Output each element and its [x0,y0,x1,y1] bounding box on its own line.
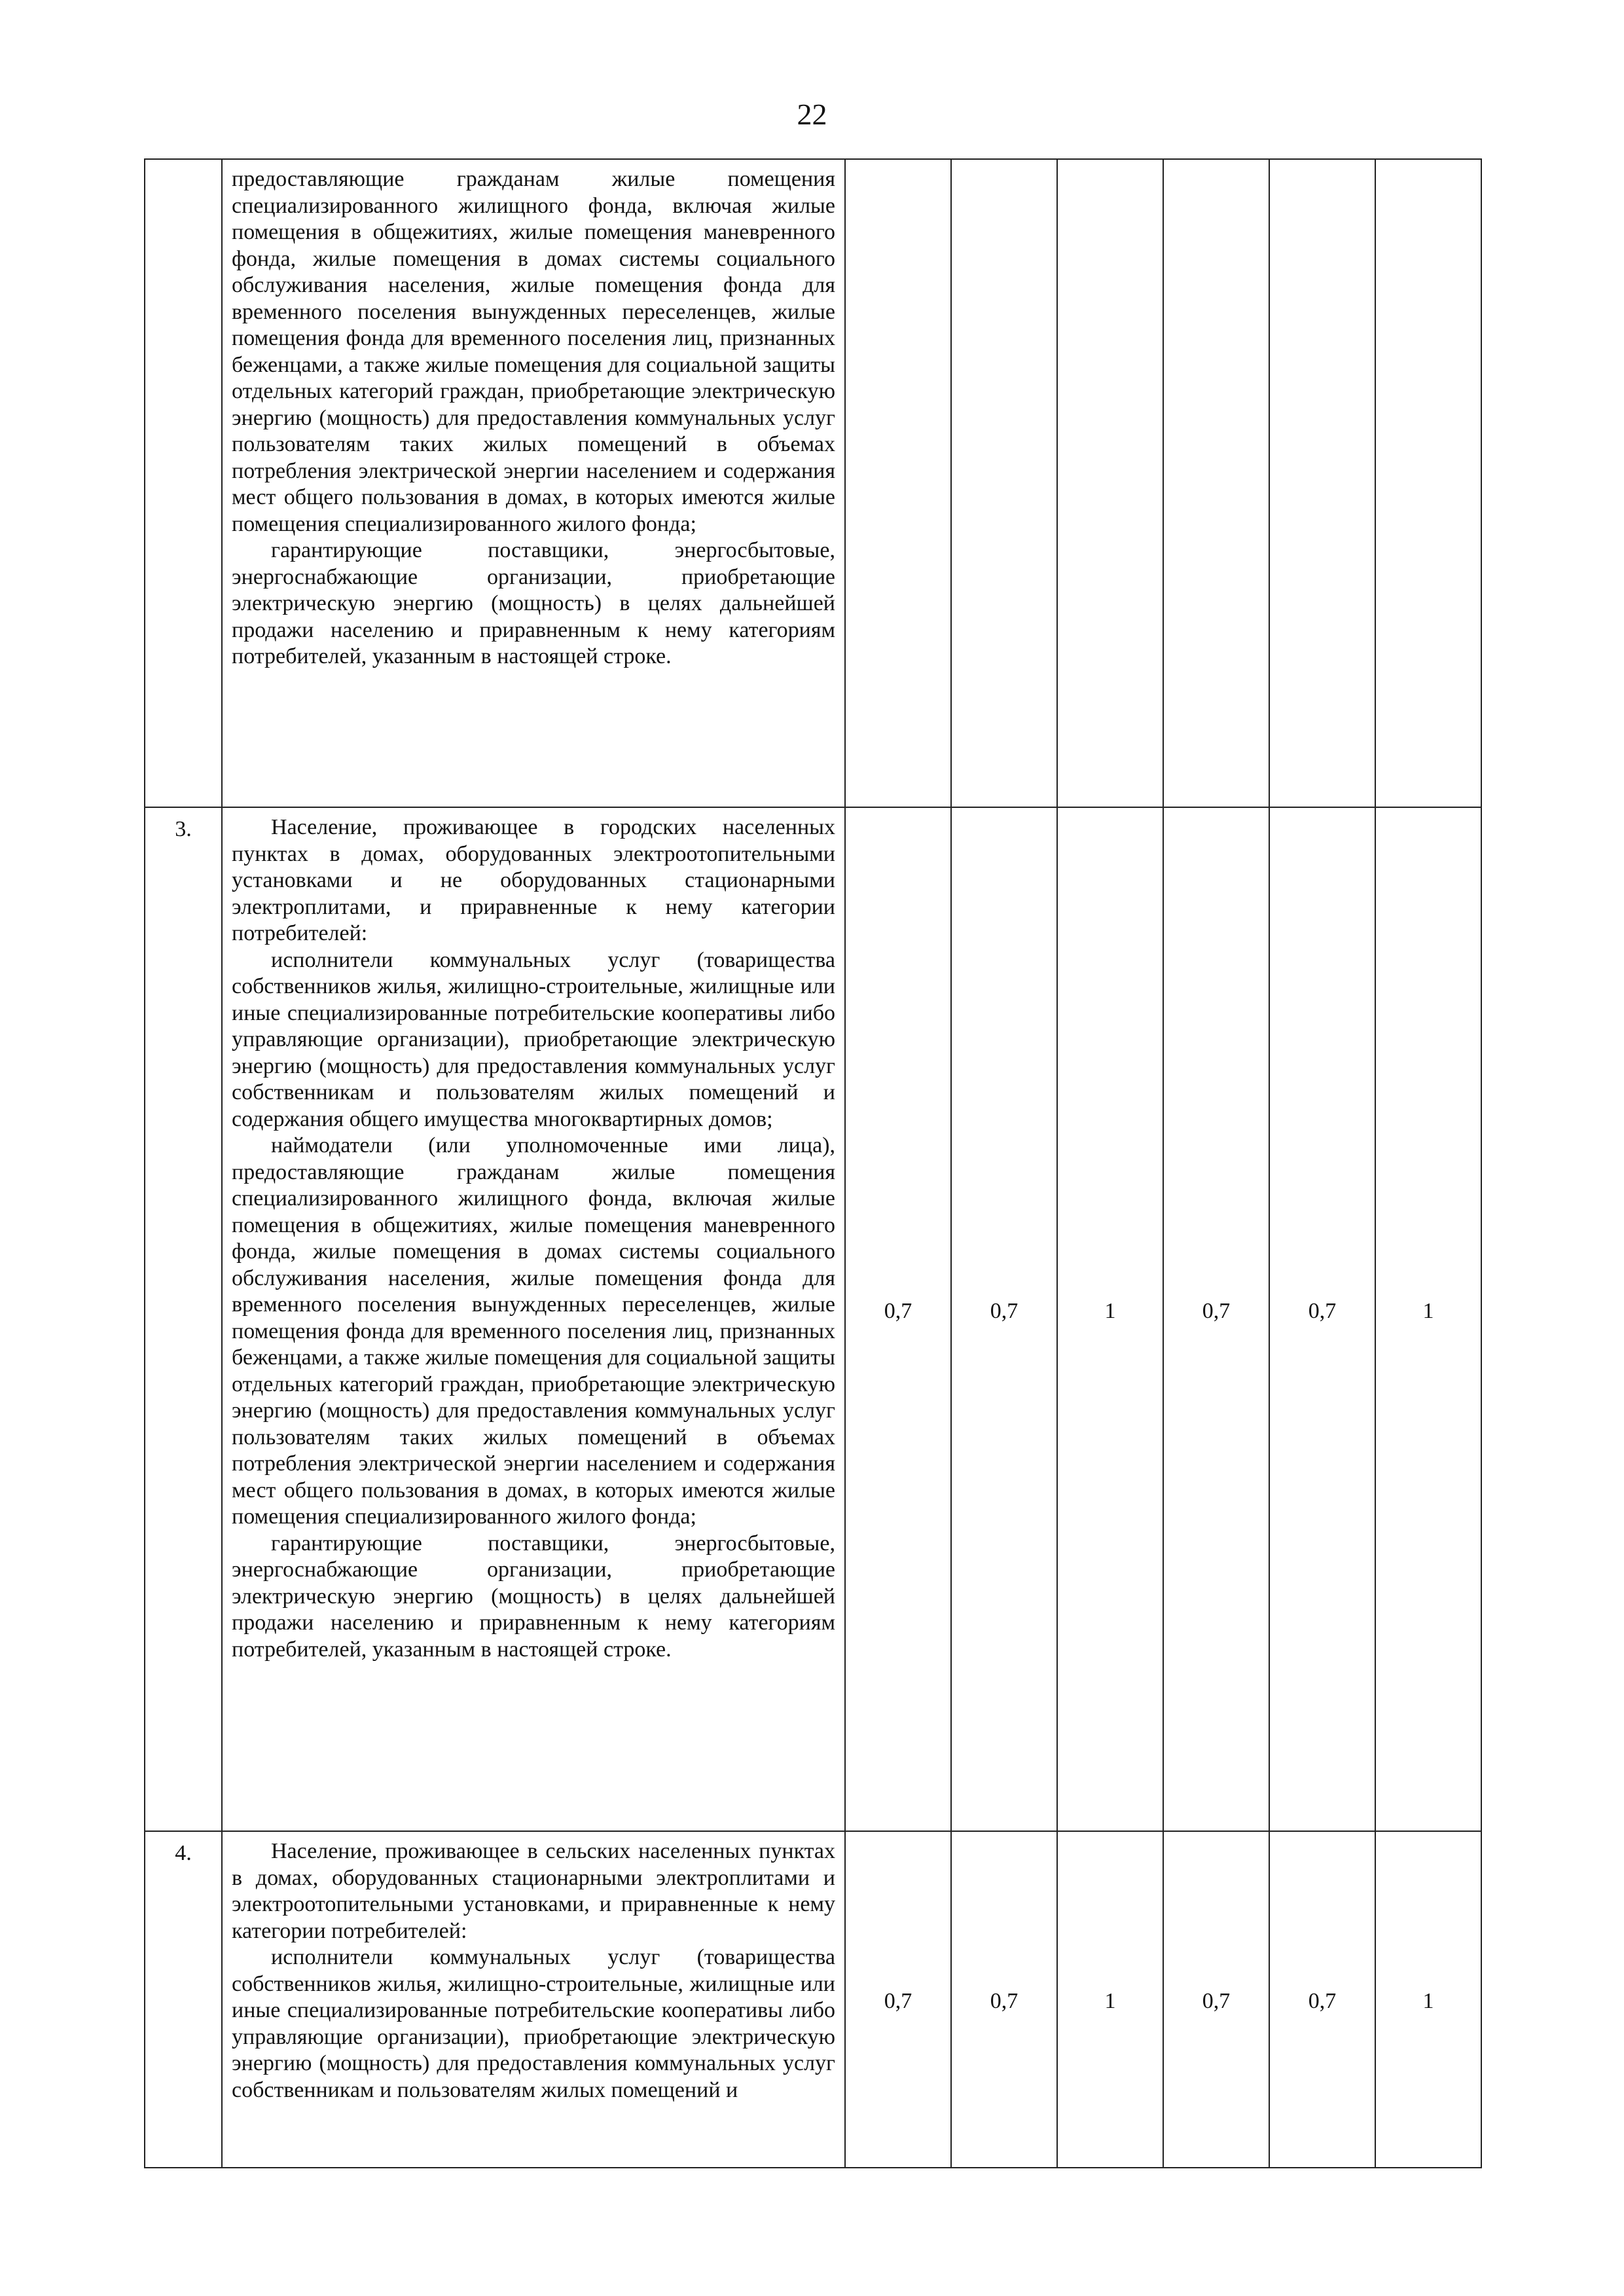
value: 0,7 [1308,1299,1337,1323]
description-paragraph: Население, проживающее в городских населенных пунктах в домах, оборудованных электроотопительными установками и не оборудованных стационарными электроплитами, и приравненные к нему категории потребителей: [232,815,835,945]
value: 0,7 [1202,1989,1231,2013]
value-cell [1163,159,1269,807]
row-number-cell [145,807,222,1831]
value: 0,7 [990,1989,1019,2013]
description-paragraph: гарантирующие поставщики, энергосбытовые, энергоснабжающие организации, приобретающие электрическую энергию (мощность) в целях дальнейшей продажи населению и приравненным к нему категориям потребителей, указанным в настоящей строке. [232,1531,835,1662]
description-paragraph: исполнители коммунальных услуг (товарищества собственников жилья, жилищно-строительные, жилищные или иные специализированные потребительские кооперативы либо управляющие организации), приобретающие электрическую энергию (мощность) для предоставления коммунальных услуг собственникам и пользователям жилых помещений и [232,1945,835,2102]
table-row [145,1831,1481,2168]
description-paragraph: исполнители коммунальных услуг (товарищества собственников жилья, жилищно-строительные, жилищные или иные специализированные потребительские кооперативы либо управляющие организации), приобретающие электрическую энергию (мощность) для предоставления коммунальных услуг собственникам и пользователям жилых помещений и содержания общего имущества многоквартирных домов; [232,947,835,1131]
row-number-cell [145,1831,222,2168]
row-number [145,160,221,169]
description-cell [222,1831,845,2168]
row-number: 3. [175,817,192,841]
value-cell [1375,1831,1481,2168]
value: 1 [1104,1989,1116,2013]
value: 0,7 [1202,1299,1231,1323]
value: 0,7 [884,1299,912,1323]
value-cell [1375,159,1481,807]
value: 0,7 [1308,1989,1337,2013]
tariff-table [144,158,1482,2168]
value-cell [1057,807,1163,1831]
row-number-cell [145,159,222,807]
value: 1 [1104,1299,1116,1323]
value-cell [845,807,951,1831]
value-cell [1375,807,1481,1831]
row-number: 4. [175,1841,192,1865]
value-cell [1057,1831,1163,2168]
value: 1 [1422,1989,1434,2013]
description-cell [222,807,845,1831]
description-paragraph: гарантирующие поставщики, энергосбытовые, энергоснабжающие организации, приобретающие электрическую энергию (мощность) в целях дальнейшей продажи населению и приравненным к нему категориям потребителей, указанным в настоящей строке. [232,538,835,668]
value-cell [1163,807,1269,1831]
value-cell [1057,159,1163,807]
value-cell [951,1831,1057,2168]
description-paragraph: наймодатели (или уполномоченные ими лица), предоставляющие гражданам жилые помещения специализированного жилищного фонда, включая жилые помещения в общежитиях, жилые помещения маневренного фонда, жилые помещения в домах системы социального обслуживания населения, жилые помещения фонда для временного поселения вынужденных переселенцев, жилые помещения фонда для временного поселения лиц, признанных беженцами, а также жилые помещения для социальной защиты отдельных категорий граждан, приобретающие электрическую энергию (мощность) для предоставления коммунальных услуг пользователям таких жилых помещений в объемах потребления электрической энергии населением и содержания мест общего пользования в домах, в которых имеются жилые помещения специализированного жилого фонда; [232,1133,835,1529]
value-cell [845,159,951,807]
value-cell [845,1831,951,2168]
value-cell [951,159,1057,807]
description-paragraph: Население, проживающее в сельских населенных пунктах в домах, оборудованных стационарными электроплитами и электроотопительными установками, и приравненные к нему категории потребителей: [232,1839,835,1943]
value-cell [1163,1831,1269,2168]
value: 1 [1422,1299,1434,1323]
value-cell [951,807,1057,1831]
table-row [145,159,1481,807]
value: 0,7 [990,1299,1019,1323]
page-number: 22 [797,98,827,131]
value-cell [1269,807,1375,1831]
description-cell [222,159,845,807]
value-cell [1269,159,1375,807]
table-row [145,807,1481,1831]
value-cell [1269,1831,1375,2168]
description-paragraph: предоставляющие гражданам жилые помещения специализированного жилищного фонда, включая жилые помещения в общежитиях, жилые помещения маневренного фонда, жилые помещения в домах системы социального обслуживания населения, жилые помещения фонда для временного поселения вынужденных переселенцев, жилые помещения фонда для временного поселения лиц, признанных беженцами, а также жилые помещения для социальной защиты отдельных категорий граждан, приобретающие электрическую энергию (мощность) для предоставления коммунальных услуг пользователям таких жилых помещений в объемах потребления электрической энергии населением и содержания мест общего пользования в домах, в которых имеются жилые помещения специализированного жилого фонда; [232,167,835,536]
value: 0,7 [884,1989,912,2013]
